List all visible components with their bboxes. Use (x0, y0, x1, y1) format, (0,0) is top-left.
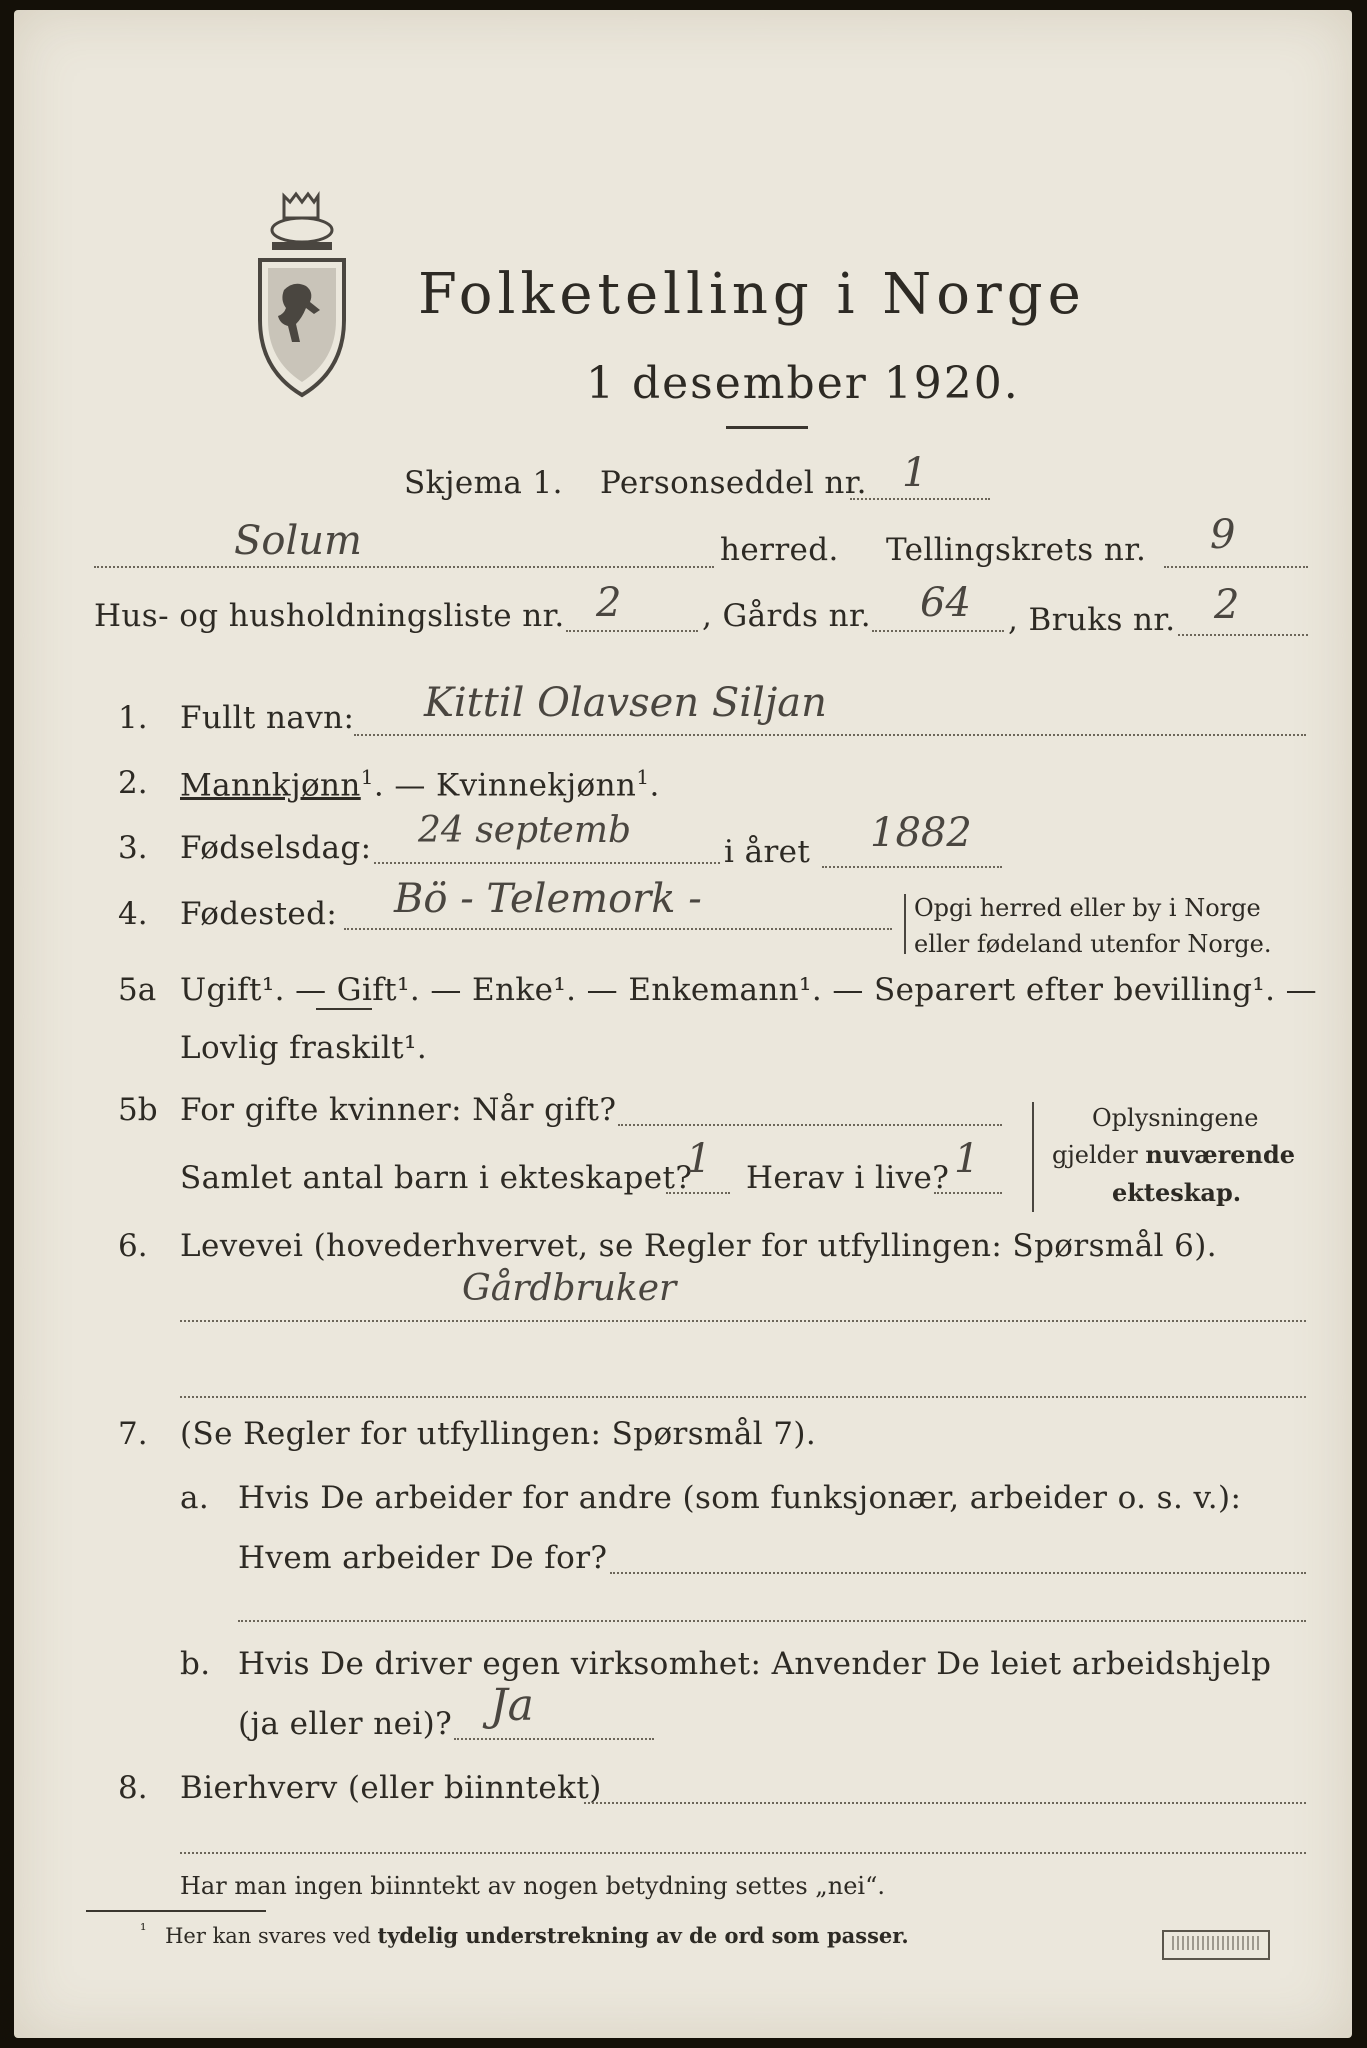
tellingskrets-line (1164, 566, 1308, 568)
q7b-letter: b. (180, 1646, 211, 1682)
q4-line (344, 928, 892, 930)
q3-date-value[interactable]: 24 septemb (418, 810, 632, 851)
q2-kvinnekjonn-text[interactable]: Kvinnekjønn (436, 767, 637, 804)
q5b-number: 5b (118, 1092, 158, 1128)
skjema-label: Skjema 1. (404, 465, 563, 501)
q2-mannkjonn[interactable] (180, 765, 660, 803)
husholdning-line (566, 630, 698, 632)
gards-line (872, 630, 1004, 632)
footnote-mark: ¹ (140, 1920, 147, 1939)
q4-number: 4. (118, 896, 148, 932)
q5b-note-nuvaerende: nuværende (1145, 1140, 1296, 1169)
q5b-live-label: Herav i live? (746, 1160, 950, 1196)
husholdning-value[interactable]: 2 (596, 580, 622, 626)
q6-value[interactable]: Gårdbruker (462, 1268, 677, 1309)
q4-label: Fødested: (180, 896, 338, 932)
q5a-options[interactable]: Ugift¹. — Gift¹. — Enke¹. — Enkemann¹. — Separert efter bevilling¹. — (180, 972, 1318, 1008)
footnote-divider (86, 1910, 266, 1912)
q5b-label: For gifte kvinner: Når gift? (180, 1092, 617, 1128)
q5b-note-line1: Oplysningene (1092, 1104, 1259, 1132)
q6-line1 (180, 1320, 1306, 1322)
q5b-barn-line (666, 1192, 730, 1194)
census-form (14, 10, 1352, 2038)
q2-mannkjonn-text: Mannkjønn (180, 767, 361, 804)
footnote-text-a: Her kan svares ved (165, 1924, 371, 1948)
q3-year-value[interactable]: 1882 (870, 810, 972, 856)
q8-line2[interactable] (180, 1852, 1306, 1854)
printer-stamp (1162, 1930, 1270, 1960)
q1-number: 1. (118, 700, 148, 736)
herred-label: herred. (720, 532, 839, 568)
q5a-gift-underline (316, 1008, 372, 1010)
q5a-number: 5a (118, 972, 157, 1008)
q7a-line1[interactable] (610, 1572, 1306, 1574)
q7b-text: Hvis De driver egen virksomhet: Anvender De leiet arbeidshjelp (238, 1646, 1272, 1682)
tellingskrets-label: Tellingskrets nr. (886, 532, 1147, 568)
form-title: Folketelling i Norge (418, 262, 1086, 327)
q5b-note-gjelder: gjelder (1052, 1141, 1138, 1169)
q5b-barn-label: Samlet antal barn i ekteskapet? (180, 1160, 693, 1196)
q2-number: 2. (118, 765, 148, 801)
q8-line1[interactable] (584, 1802, 1306, 1804)
q3-year-line (822, 866, 1002, 868)
footnote (140, 1920, 909, 1948)
q5b-note-line3: ekteskap. (1112, 1178, 1242, 1207)
printer-stamp-inner (1172, 1936, 1260, 1950)
title-divider (726, 426, 808, 429)
q6-label: Levevei (hovederhvervet, se Regler for utfyllingen: Spørsmål 6). (180, 1228, 1218, 1264)
q6-number: 6. (118, 1228, 148, 1264)
gards-value[interactable]: 64 (920, 580, 971, 626)
q4-note-brace (904, 894, 906, 954)
q5b-married-line (618, 1124, 1002, 1126)
q3-aaret-label: i året (724, 834, 811, 870)
q5b-note-brace (1032, 1102, 1034, 1212)
gards-label: , Gårds nr. (702, 598, 872, 634)
q7a-text: Hvis De arbeider for andre (som funksjonær, arbeider o. s. v.): (238, 1480, 1242, 1516)
q7a-text2: Hvem arbeider De for? (238, 1540, 608, 1576)
q8-note: Har man ingen biinntekt av nogen betydning settes „nei“. (180, 1872, 885, 1900)
q2-footnote-mark-b: 1 (636, 765, 650, 789)
herred-value[interactable]: Solum (234, 518, 362, 564)
q7a-line2[interactable] (238, 1620, 1306, 1622)
q2-period: . (649, 767, 660, 804)
q8-label: Bierhverv (eller biinntekt) (180, 1770, 602, 1806)
q1-value[interactable]: Kittil Olavsen Siljan (424, 680, 827, 726)
q5b-live-line (934, 1192, 1002, 1194)
q7b-line (454, 1738, 654, 1740)
bruks-label: , Bruks nr. (1008, 602, 1176, 638)
personseddel-label: Personseddel nr. (600, 465, 867, 501)
q7-label: (Se Regler for utfyllingen: Spørsmål 7). (180, 1416, 817, 1452)
q4-note-line2: eller fødeland utenfor Norge. (914, 930, 1272, 958)
q8-number: 8. (118, 1770, 148, 1806)
bruks-line (1178, 634, 1308, 636)
q7-number: 7. (118, 1416, 148, 1452)
q5b-live-value[interactable]: 1 (954, 1136, 980, 1182)
herred-line (94, 566, 714, 568)
q1-label: Fullt navn: (180, 700, 355, 736)
q4-value[interactable]: Bö - Telemork - (394, 876, 702, 922)
q4-note-line1: Opgi herred eller by i Norge (914, 894, 1261, 922)
husholdning-label: Hus- og husholdningsliste nr. (94, 598, 565, 634)
q7b-text2: (ja eller nei)? (238, 1706, 453, 1742)
q5a-options-line2[interactable]: Lovlig fraskilt¹. (180, 1030, 428, 1066)
q7b-value[interactable]: Ja (490, 1680, 534, 1731)
coat-of-arms-icon (252, 190, 352, 400)
census-date: 1 desember 1920. (586, 358, 1020, 409)
q5b-barn-value[interactable]: 1 (686, 1136, 712, 1182)
bruks-value[interactable]: 2 (1214, 582, 1240, 628)
q5b-note-line2 (1052, 1140, 1295, 1169)
q2-separator: . — (373, 767, 437, 804)
personseddel-line (850, 498, 990, 500)
tellingskrets-value[interactable]: 9 (1210, 512, 1236, 558)
q1-line (354, 734, 1306, 736)
q7a-letter: a. (180, 1480, 210, 1516)
q3-label: Fødselsdag: (180, 830, 372, 866)
q3-date-line (374, 862, 720, 864)
q6-line2 (180, 1396, 1306, 1398)
footnote-text-b: tydelig understrekning av de ord som passer. (377, 1923, 909, 1948)
q2-footnote-mark-a: 1 (360, 765, 374, 789)
personseddel-value[interactable]: 1 (902, 450, 928, 496)
q3-number: 3. (118, 830, 148, 866)
